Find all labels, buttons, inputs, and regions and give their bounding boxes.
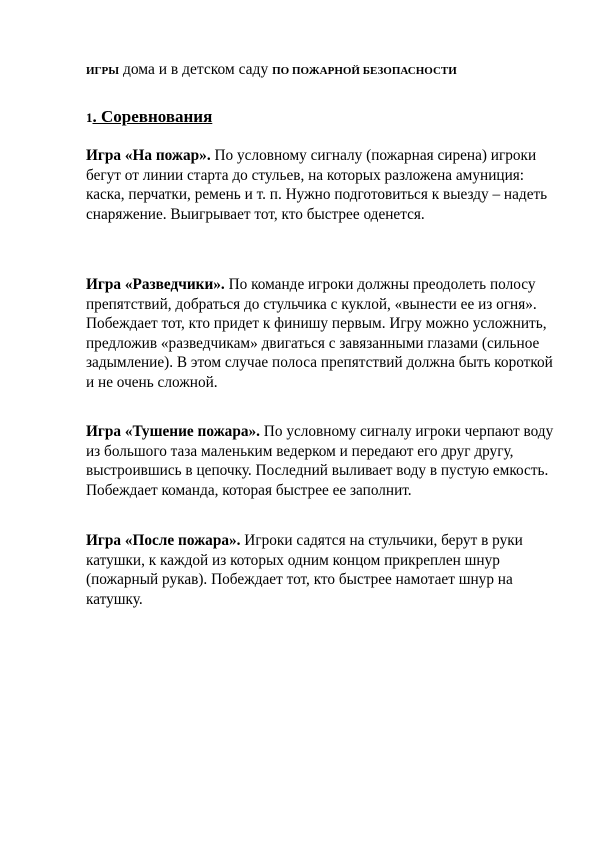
- section-title: . Соревнования: [92, 107, 213, 126]
- title-caps-right: ПО ПОЖАРНОЙ БЕЗОПАСНОСТИ: [272, 65, 457, 77]
- game-title: Игра «Тушение пожара».: [86, 423, 260, 440]
- game-paragraph: [86, 146, 558, 224]
- game-text: По условному сигналу (пожарная сирена) игроки бегут от линии старта до стульев, на которых разложена амуниция: каска, перчатки, ремень и т. п. Нужно подготовиться к выезду – надеть снаряжение. Выигрывает тот, кто быстрее оденется.: [86, 147, 548, 223]
- game-title: Игра «Разведчики».: [86, 276, 225, 293]
- game-paragraph: [86, 275, 558, 392]
- game-paragraph: [86, 422, 558, 500]
- title-middle: дома и в детском саду: [119, 61, 273, 78]
- title-caps-left: ИГРЫ: [86, 65, 120, 77]
- game-paragraph: [86, 531, 558, 609]
- game-text: По условному сигналу игроки черпают воду из большого таза маленьким ведерком и передают его друг другу, выстроившись в цепочку. Последний выливает воду в пустую емкость. Побеждает команда, которая быстрее ее заполнит.: [86, 423, 554, 499]
- section-number: 1: [86, 110, 93, 125]
- game-text: Игроки садятся на стульчики, берут в руки катушки, к каждой из которых одним концом прикреплен шнур (пожарный рукав). Побеждает тот, кто быстрее намотает шнур на катушку.: [86, 532, 523, 608]
- section-heading: [86, 106, 212, 129]
- game-title: Игра «На пожар».: [86, 147, 211, 164]
- game-title: Игра «После пожара».: [86, 532, 241, 549]
- document-title: [86, 60, 566, 81]
- game-text: По команде игроки должны преодолеть полосу препятствий, добраться до стульчика с куклой, «вынести ее из огня». Побеждает тот, кто придет к финишу первым. Игру можно усложнить, предложив «разведчикам» двигаться с завязанными глазами (сильное задымление). В этом случае полоса препятствий должна быть короткой и не очень сложной.: [86, 276, 553, 391]
